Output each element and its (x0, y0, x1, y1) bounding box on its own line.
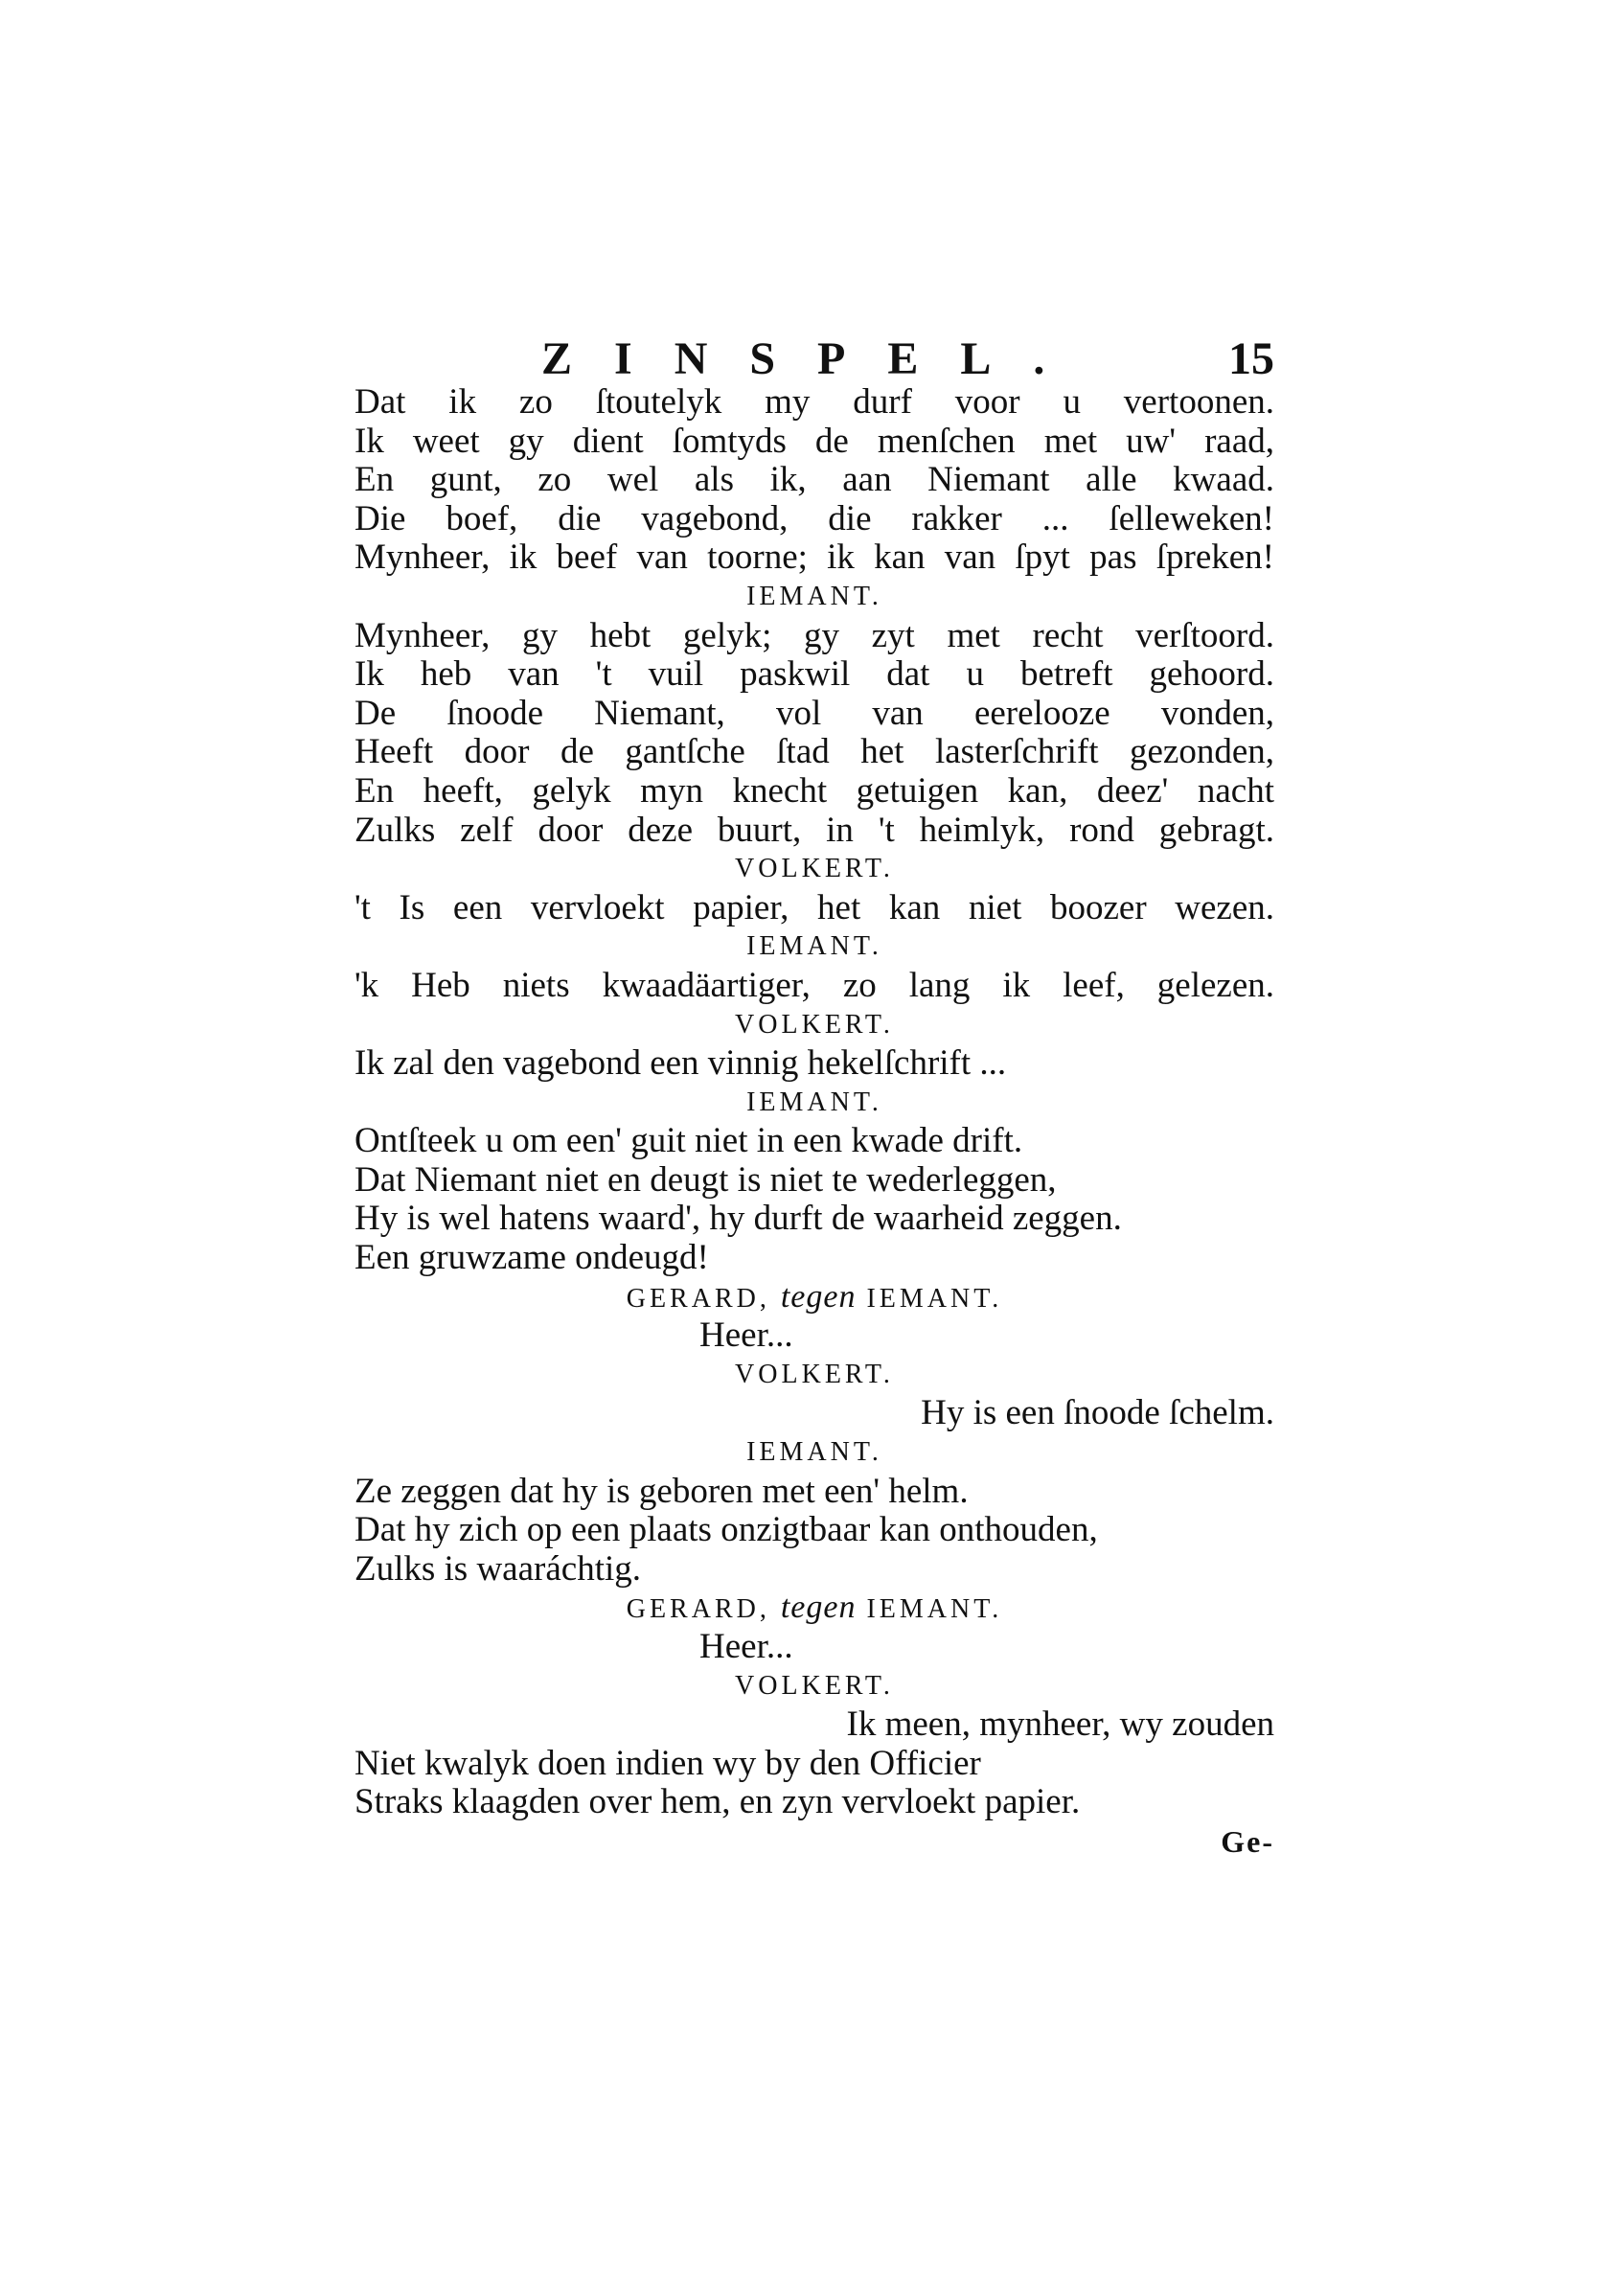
verse-line: Ze zeggen dat hy is geboren met een' helm. (355, 1471, 969, 1511)
verse-line: Ik meen, mynheer, wy zouden (846, 1705, 1274, 1745)
verse-line: Heer... (699, 1316, 793, 1356)
verse-line: Ontſteek u om een' guit niet in een kwade drift. (355, 1121, 1023, 1161)
verse-line: Mynheer, gy hebt gelyk; gy zyt met recht verſtoord. (355, 615, 1274, 655)
verse-line: De ſnoode Niemant, vol van eerelooze vonden, (355, 693, 1274, 733)
stage-direction: tegen (780, 1278, 857, 1315)
catchword: Ge- (1221, 1823, 1274, 1859)
verse-line: Dat hy zich op een plaats onzigtbaar kan onthouden, (355, 1510, 1098, 1550)
addressee-name: IEMANT. (866, 1594, 1003, 1625)
verse-line: Ik weet gy dient ſomtyds de menſchen met uw' raad, (355, 421, 1274, 461)
running-title: ZINSPEL. (541, 333, 1087, 384)
speaker-name: IEMANT. (746, 581, 882, 611)
verse-line: Heer... (699, 1627, 793, 1666)
verse-line: Heeft door de gantſche ſtad het lasterſchrift gezonden, (355, 732, 1274, 772)
speaker-name: GERARD, (626, 1283, 770, 1314)
play-text (355, 383, 1274, 1862)
verse-line: 'k Heb niets kwaadäartiger, zo lang ik leef, gelezen. (355, 965, 1274, 1005)
stage-direction: tegen (780, 1590, 857, 1626)
verse-line: Dat Niemant niet en deugt is niet te wederleggen, (355, 1159, 1057, 1200)
verse-line: Zulks is waaráchtig. (355, 1548, 641, 1589)
speaker-name: GERARD, (626, 1594, 770, 1625)
speaker-direction (355, 1589, 1274, 1628)
speaker-name: VOLKERT. (735, 1670, 894, 1701)
speaker-name: VOLKERT. (735, 854, 894, 884)
verse-line: En gunt, zo wel als ik, aan Niemant alle kwaad. (355, 460, 1274, 500)
speaker-direction (355, 1278, 1274, 1317)
verse-line: Ik heb van 't vuil paskwil dat u betreft gehoord. (355, 654, 1274, 695)
verse-line: Zulks zelf door deze buurt, in 't heimlyk, rond gebragt. (355, 810, 1274, 850)
verse-line: Mynheer, ik beef van toorne; ik kan van ſpyt pas ſpreken! (355, 538, 1274, 578)
verse-line: Hy is wel hatens waard', hy durft de waarheid zeggen. (355, 1199, 1122, 1239)
verse-line: Hy is een ſnoode ſchelm. (921, 1393, 1274, 1433)
speaker-name: IEMANT. (746, 931, 882, 962)
speaker-name: VOLKERT. (735, 1009, 894, 1040)
speaker-name: VOLKERT. (735, 1359, 894, 1389)
verse-line: Die boef, die vagebond, die rakker ... ſelleweken! (355, 498, 1274, 538)
speaker-name: IEMANT. (746, 1087, 882, 1117)
verse-line: Dat ik zo ſtoutelyk my durf voor u vertoonen. (355, 382, 1274, 422)
verse-line: 't Is een vervloekt papier, het kan niet boozer wezen. (355, 887, 1274, 927)
page-header (355, 331, 1274, 388)
page-number: 15 (1228, 333, 1274, 384)
verse-line: Ik zal den vagebond een vinnig hekelſchrift ... (355, 1043, 1007, 1084)
speaker-name: IEMANT. (746, 1437, 882, 1468)
addressee-name: IEMANT. (866, 1283, 1003, 1314)
verse-line: Niet kwalyk doen indien wy by den Officier (355, 1743, 981, 1783)
verse-line: Straks klaagden over hem, en zyn vervloekt papier. (355, 1782, 1081, 1822)
verse-line: En heeft, gelyk myn knecht getuigen kan, deez' nacht (355, 770, 1274, 811)
verse-line: Een gruwzame ondeugd! (355, 1238, 709, 1278)
